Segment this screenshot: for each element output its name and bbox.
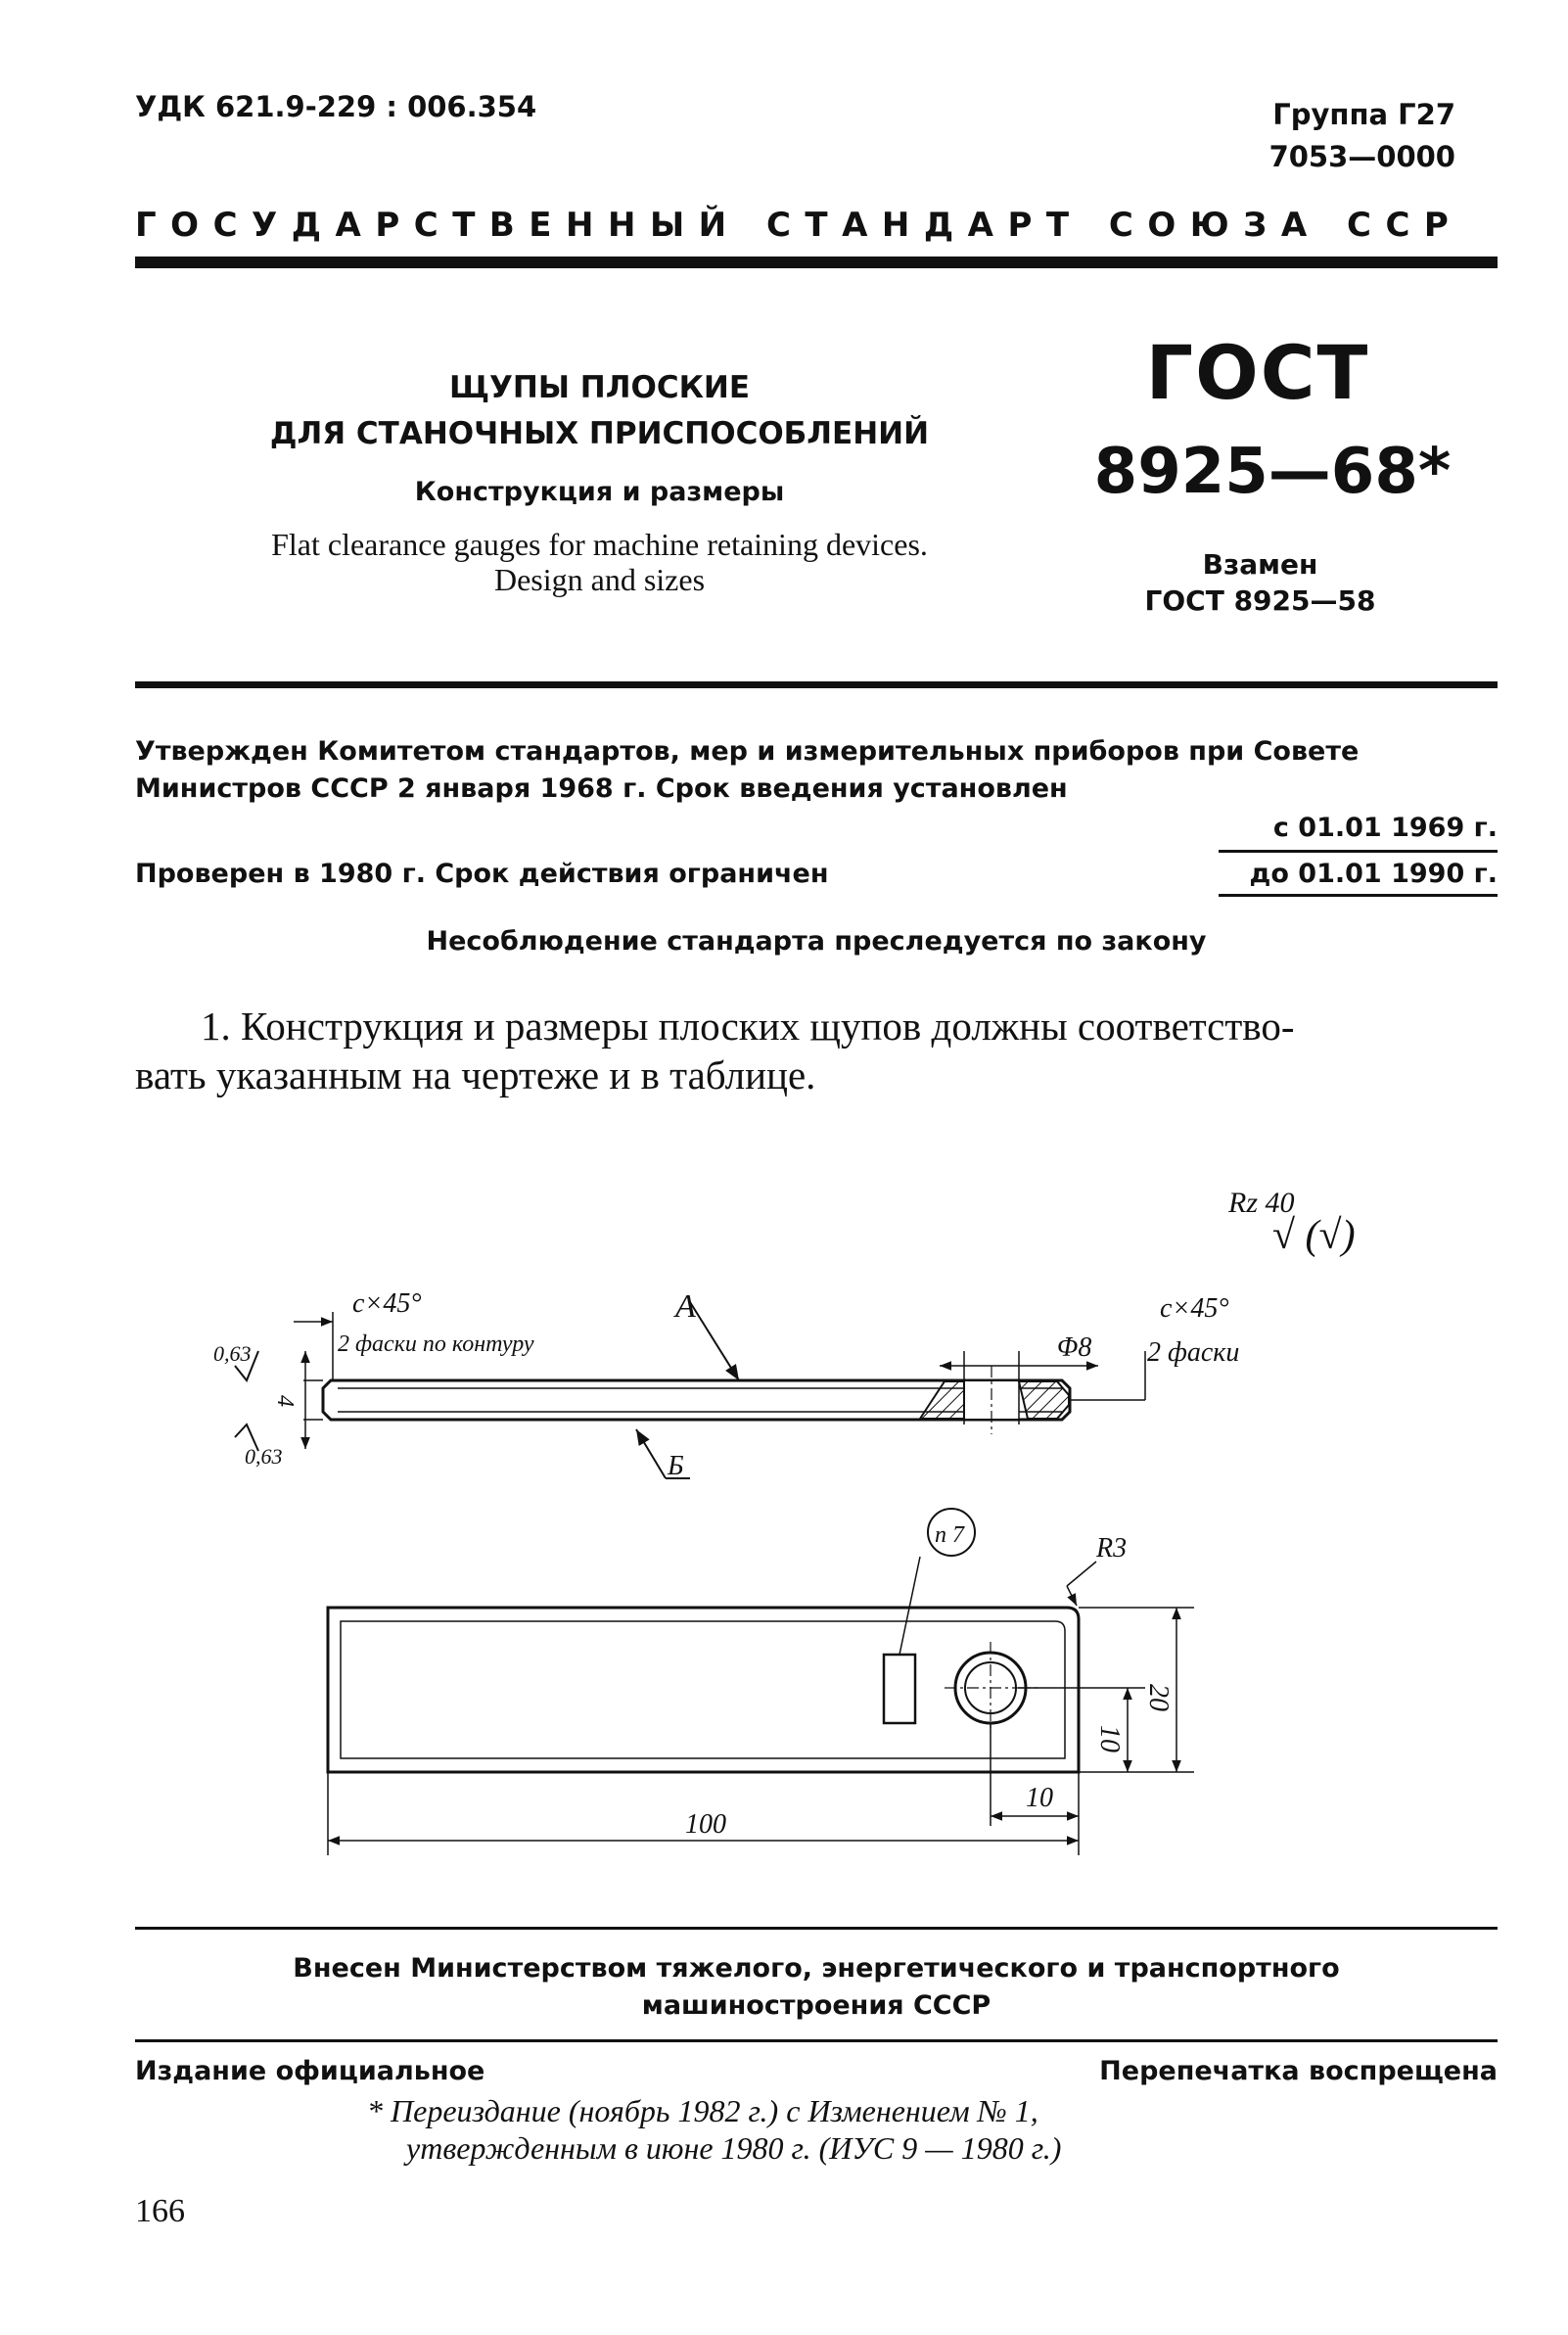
replaces-label: Взамен [1202, 548, 1318, 581]
udk-code: УДК 621.9-229 : 006.354 [135, 90, 537, 123]
radius-r3: R3 [1096, 1533, 1128, 1564]
roughness-bottom: 0,63 [245, 1444, 283, 1469]
approval-line-2: Министров СССР 2 января 1968 г. Срок введения установлен [135, 773, 1068, 804]
technical-drawing [0, 1145, 1568, 1870]
roughness-top: 0,63 [213, 1341, 252, 1366]
classification-code: 7053—0000 [1268, 140, 1455, 173]
approval-line-1: Утвержден Комитетом стандартов, мер и измерительных приборов при Совете [135, 736, 1360, 767]
checked-line: Проверен в 1980 г. Срок действия ограничен [135, 859, 829, 889]
replaced-standard: ГОСТ 8925—58 [1144, 584, 1376, 617]
mark-p7: п 7 [935, 1522, 964, 1548]
hole-diameter: Φ8 [1057, 1332, 1092, 1363]
title-line-1: ЩУПЫ ПЛОСКИЕ [448, 370, 751, 405]
effective-from: с 01.01 1969 г. [1272, 813, 1498, 843]
group-code: Группа Г27 [1272, 98, 1455, 131]
reissue-note-2: утвержденным в июне 1980 г. (ИУС 9 — 1980 г.) [406, 2130, 1062, 2166]
hole-offset-vertical: 10 [1094, 1725, 1125, 1752]
english-title-2: Design and sizes [493, 562, 706, 597]
chamfer-contour-note: 2 фаски по контуру [338, 1331, 534, 1357]
effective-from-rule [1219, 850, 1498, 853]
header-rule [135, 257, 1498, 268]
rz-label: Rz 40 [1228, 1187, 1295, 1219]
section-label-a: A [675, 1288, 696, 1325]
title-rule [135, 681, 1498, 688]
side-view [235, 1302, 1145, 1478]
surface-label-b: Б [668, 1451, 684, 1481]
roughness-symbol [1227, 1187, 1356, 1258]
plan-view [328, 1509, 1194, 1855]
hole-offset-horizontal: 10 [1026, 1783, 1053, 1813]
chamfer-right-note: 2 фаски [1147, 1337, 1240, 1368]
chamfer-left-size: c×45° [352, 1288, 422, 1319]
valid-until-rule [1219, 894, 1498, 897]
gost-number: 8925—68* [1093, 436, 1452, 508]
title-subtitle: Конструкция и размеры [414, 477, 785, 507]
footer-rule-1 [135, 1927, 1498, 1930]
submitted-by-line-1: Внесен Министерством тяжелого, энергетического и транспортного [293, 1953, 1340, 1984]
check-mark: √ (√) [1272, 1213, 1356, 1258]
state-standard-banner: ГОСУДАРСТВЕННЫЙ СТАНДАРТ СОЮЗА ССР [135, 206, 1463, 245]
official-edition: Издание официальное [135, 2056, 485, 2086]
chamfer-right-size: c×45° [1160, 1293, 1229, 1324]
length-dimension-100: 100 [685, 1809, 726, 1840]
thickness-dimension: 4 [272, 1395, 298, 1407]
title-line-2: ДЛЯ СТАНОЧНЫХ ПРИСПОСОБЛЕНИЙ [269, 416, 930, 451]
submitted-by-line-2: машиностроения СССР [641, 1990, 992, 2021]
paragraph-1-line-1: 1. Конструкция и размеры плоских щупов должны соответство- [201, 1004, 1295, 1049]
reissue-note-1: * Переиздание (ноябрь 1982 г.) с Изменением № 1, [367, 2093, 1038, 2128]
valid-until: до 01.01 1990 г. [1249, 859, 1498, 889]
paragraph-1-line-2: вать указанным на чертеже и в таблице. [135, 1052, 816, 1097]
footer-rule-2 [135, 2039, 1498, 2042]
gost-label: ГОСТ [1145, 329, 1370, 416]
reprint-prohibited: Перепечатка воспрещена [1099, 2056, 1498, 2086]
law-notice: Несоблюдение стандарта преследуется по закону [426, 926, 1207, 957]
width-dimension-20: 20 [1143, 1684, 1174, 1711]
page-number: 166 [135, 2193, 185, 2229]
english-title-1: Flat clearance gauges for machine retaining devices. [271, 527, 928, 562]
